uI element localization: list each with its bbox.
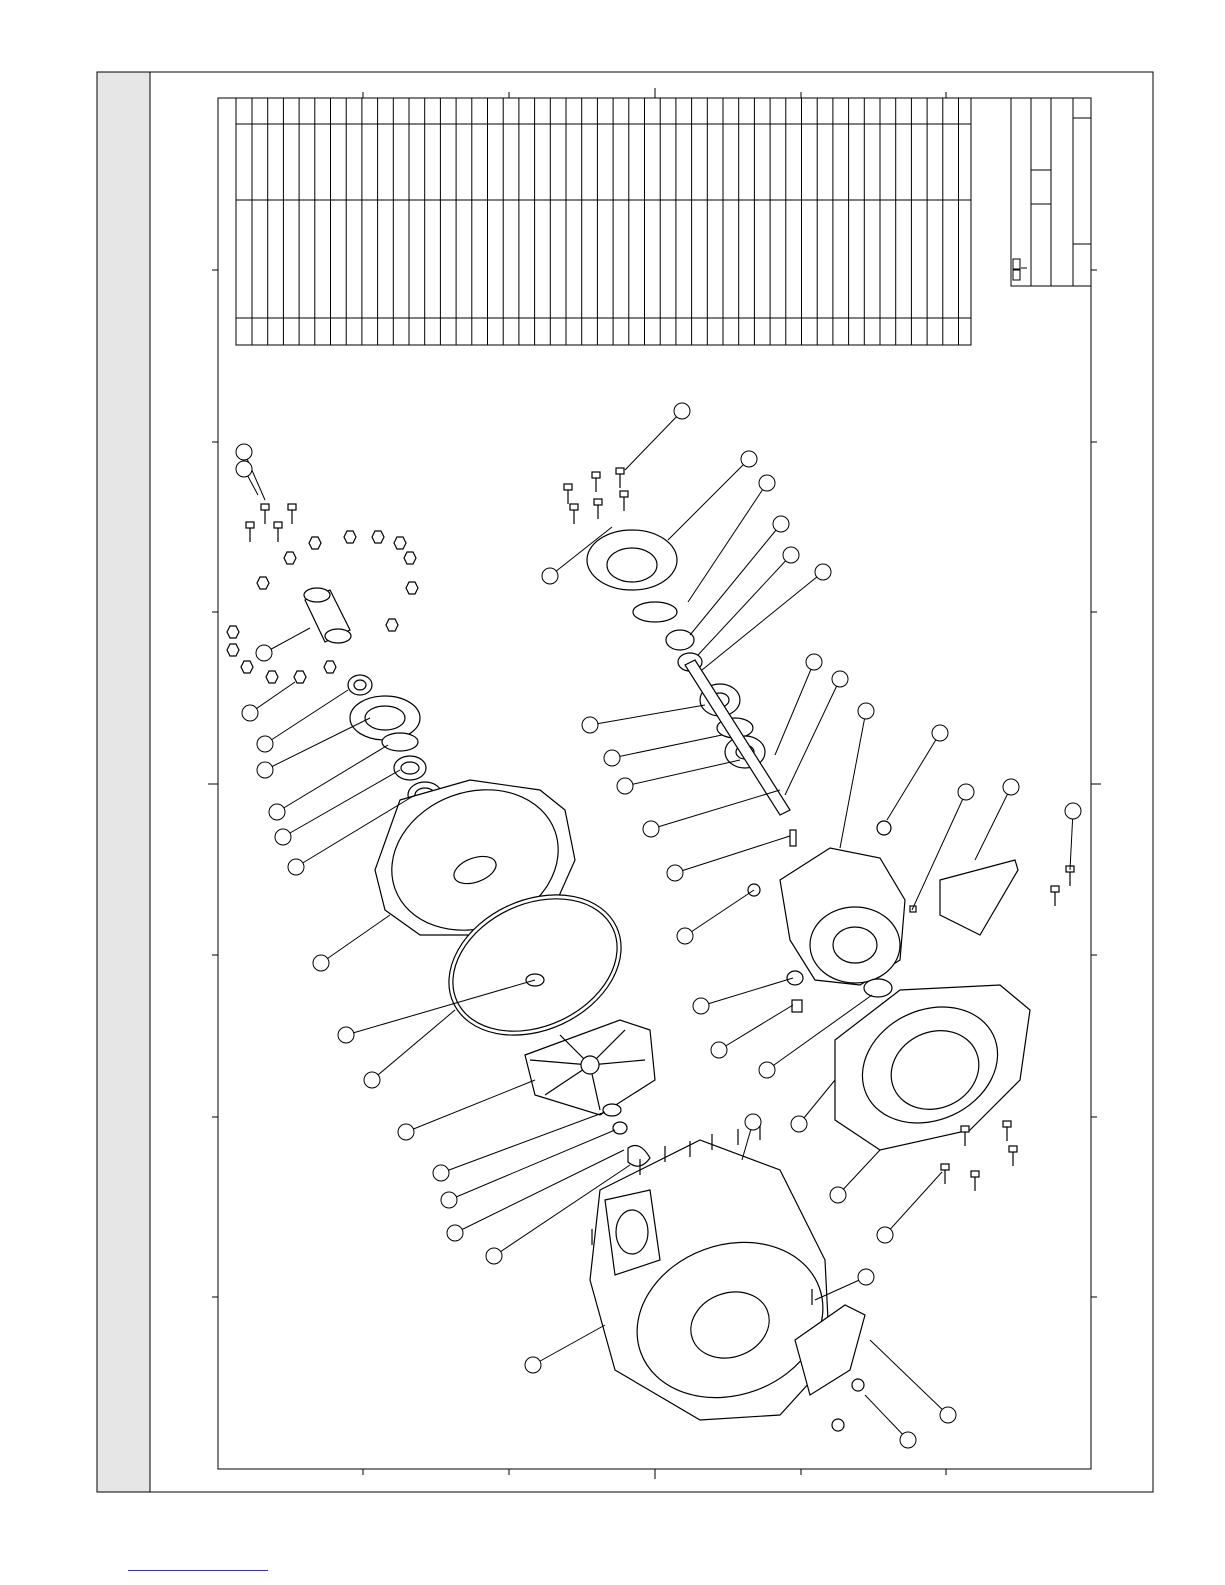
balloon-circle [433,1165,449,1181]
balloon-circle [815,564,831,580]
footer-link-underline[interactable] [128,1570,268,1571]
seal-frame [864,979,892,997]
balloon-circle [338,1027,354,1043]
balloon-circle [256,645,272,661]
seal-upper [666,630,694,650]
balloon-circle [398,1124,414,1140]
balloon-circle [783,547,799,563]
balloon-circle [1065,803,1081,819]
balloon-circle [1003,779,1019,795]
balloon-circle [711,1042,727,1058]
balloon-circle [441,1192,457,1208]
balloon-circle [542,568,558,584]
balloon-circle [832,671,848,687]
balloon-circle [745,1114,761,1130]
balloon-circle [806,654,822,670]
grease-fitting [877,821,891,835]
balloon-circle [269,804,285,820]
balloon-circle [759,1062,775,1078]
key [790,830,796,846]
balloon-circle [791,1116,807,1132]
balloon-circle [242,705,258,721]
seal-left [394,756,426,780]
bearing-housing-left [350,696,420,740]
nut [324,661,336,673]
balloon-circle [617,778,633,794]
nut [294,671,306,683]
balloon-circle [236,461,252,477]
balloon-circle [257,762,273,778]
nut [257,577,269,589]
plug-c [792,1000,802,1012]
balloon-circle [932,725,948,741]
balloon-circle [858,703,874,719]
balloon-circle [364,1072,380,1088]
balloon-circle [643,821,659,837]
nut [372,531,384,543]
o-ring-upper [633,602,677,622]
nut [227,626,239,638]
balloon-circle [257,736,273,752]
balloon-circle [275,829,291,845]
balloon-circle [236,444,252,460]
lock-nut [348,675,372,695]
balloon-circle [486,1248,502,1264]
o-ring-left [382,733,418,751]
nut [284,552,296,564]
balloon-circle [958,784,974,800]
balloon-circle [773,516,789,532]
balloon-circle [741,451,757,467]
balloon-circle [582,717,598,733]
impeller-washer [603,1104,621,1116]
balloon-circle [830,1187,846,1203]
nut [404,552,416,564]
balloon-circle [313,955,329,971]
balloon-circle [604,750,620,766]
balloon-circle [759,475,775,491]
nut [406,582,418,594]
nut [241,661,253,673]
balloon-circle [900,1432,916,1448]
balloon-circle [288,859,304,875]
plug-b [787,971,803,985]
nut [309,537,321,549]
nut [386,619,398,631]
balloon-circle [677,928,693,944]
bearing-cover-upper [587,530,677,590]
nut [344,531,356,543]
nut [266,671,278,683]
balloon-circle [525,1357,541,1373]
balloon-circle [447,1225,463,1241]
balloon-circle [693,998,709,1014]
nut [394,537,406,549]
balloon-circle [674,403,690,419]
nut [227,644,239,656]
impeller-nut [613,1122,627,1134]
balloon-circle [940,1407,956,1423]
balloon-circle [667,865,683,881]
balloon-circle [858,1269,874,1285]
balloon-circle [877,1227,893,1243]
